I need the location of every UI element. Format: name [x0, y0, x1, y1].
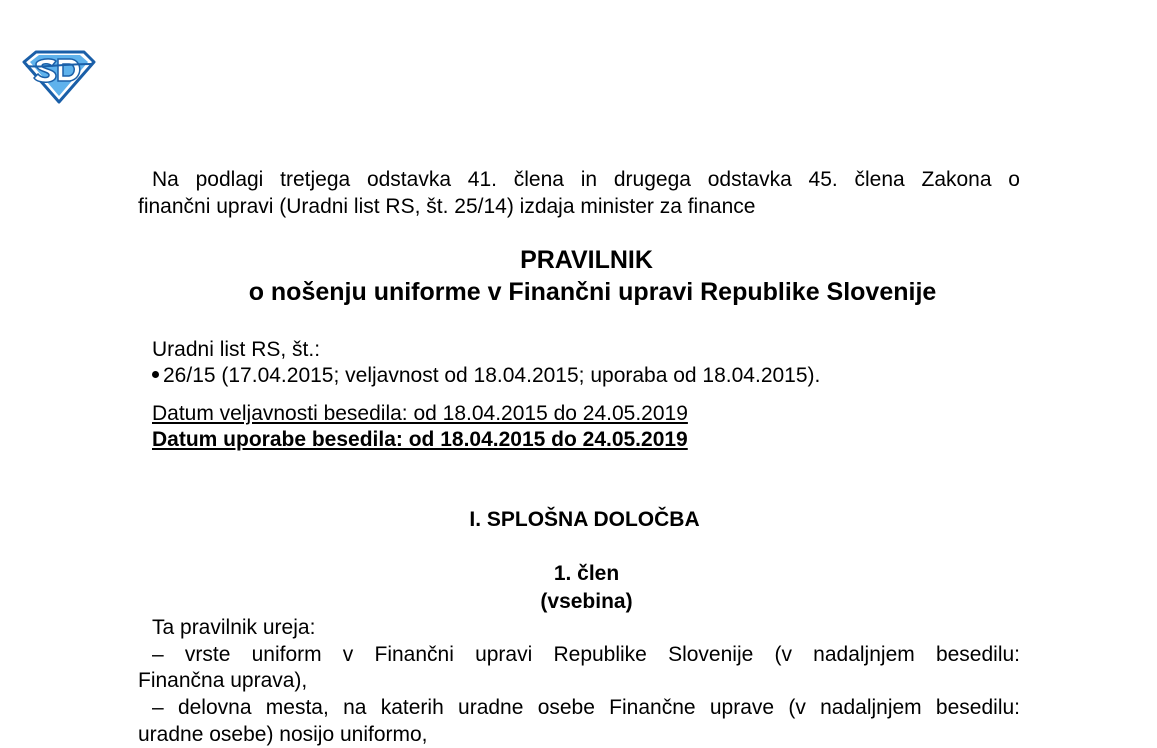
logo-icon	[22, 48, 96, 104]
validity-dates: Datum veljavnosti besedila: od 18.04.2015 do 24.05.2019	[152, 402, 688, 425]
document-title: PRAVILNIK	[520, 246, 653, 274]
gazette-entry	[152, 362, 820, 389]
gazette-entry-text: 26/15 (17.04.2015; veljavnost od 18.04.2015; uporaba od 18.04.2015).	[163, 364, 821, 387]
chapter-heading: I. SPLOŠNA DOLOČBA	[469, 508, 700, 531]
article-item-1-line-1: – vrste uniform v Finančni upravi Republike Slovenije (v nadaljnjem besedilu:	[152, 643, 1020, 666]
intro-line-1: Na podlagi tretjega odstavka 41. člena in drugega odstavka 45. člena Zakona o	[152, 168, 1020, 191]
article-number: 1. člen	[553, 562, 620, 585]
bullet-icon	[152, 371, 159, 378]
article-subject: (vsebina)	[540, 590, 633, 613]
use-dates: Datum uporabe besedila: od 18.04.2015 do 24.05.2019	[152, 428, 688, 451]
article-lead: Ta pravilnik ureja:	[152, 616, 316, 639]
article-item-2-line-1: – delovna mesta, na katerih uradne osebe Finančne uprave (v nadaljnjem besedilu:	[152, 696, 1020, 719]
gazette-label: Uradni list RS, št.:	[152, 338, 321, 361]
document-subtitle: o nošenju uniforme v Finančni upravi Republike Slovenije	[248, 278, 937, 306]
article-item-1-line-2: Finančna uprava),	[138, 669, 308, 692]
article-item-2-line-2: uradne osebe) nosijo uniformo,	[138, 723, 428, 746]
intro-line-2: finančni upravi (Uradni list RS, št. 25/14) izdaja minister za finance	[138, 195, 756, 218]
